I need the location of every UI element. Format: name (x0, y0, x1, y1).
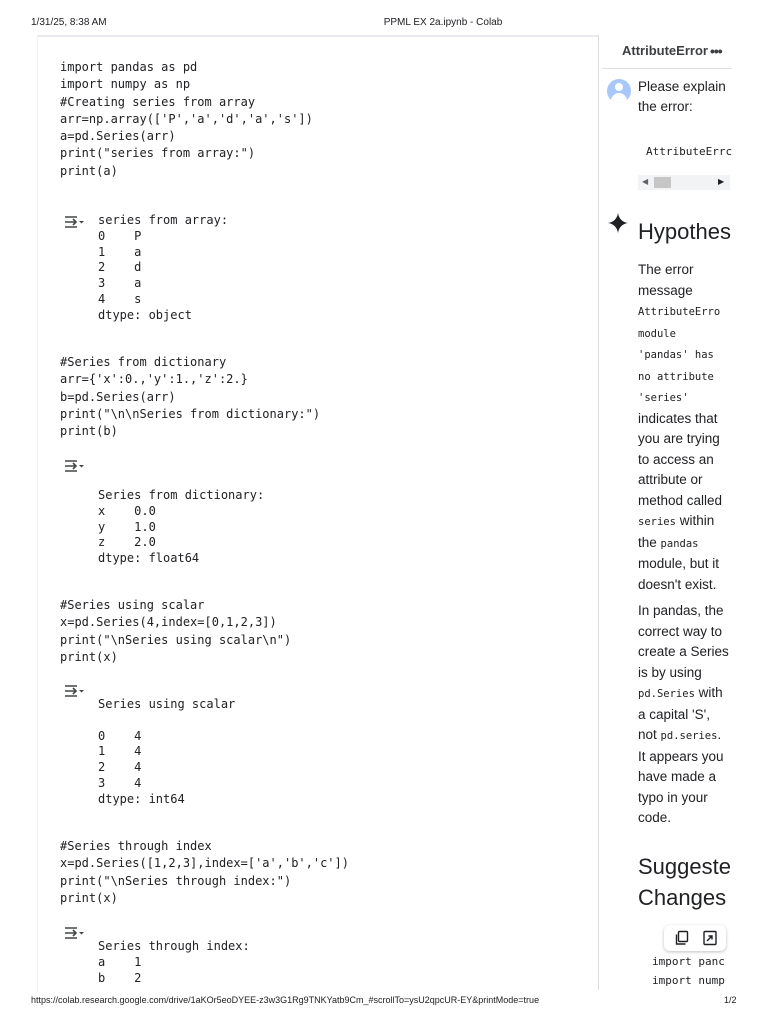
code-horizontal-scrollbar[interactable] (638, 175, 730, 190)
user-avatar-icon (607, 79, 631, 103)
suggested-changes-heading: Suggeste Changes (638, 854, 731, 910)
scrollbar-thumb[interactable] (654, 177, 671, 188)
output-collapse-icon[interactable] (64, 925, 86, 941)
copy-icon[interactable] (674, 930, 690, 946)
code-actions (664, 925, 726, 951)
page-number: 1/2 (724, 995, 737, 1005)
output-series-from-array: series from array: 0 P 1 a 2 d 3 a 4 s dtype: object (98, 213, 229, 322)
print-url: https://colab.research.google.com/drive/1aKOr5eoDYEE-z3w3G1Rg9TNKYatb9Cm_#scrollTo=ysU2qpcUR-EY&printMode=true (31, 995, 540, 1005)
prompt-code-snippet: AttributeErrc (646, 145, 732, 158)
code-cell-series-through-index[interactable]: #Series through index x=pd.Series([1,2,3],index=['a','b','c']) print("\nSeries through index:") print(x) (60, 839, 349, 905)
code-cell-series-from-array[interactable]: import pandas as pd import numpy as np #Creating series from array arr=np.array(['P','a','d','a','s']) a=pd.Series(arr) print("series from array:") print(a) (60, 60, 313, 178)
scroll-right-icon[interactable]: ▶ (718, 177, 725, 186)
panel-header-title: AttributeError (622, 43, 708, 58)
output-collapse-icon[interactable] (64, 458, 86, 474)
more-options-icon[interactable]: ••• (710, 43, 722, 59)
print-title: PPML EX 2a.ipynb - Colab (383, 17, 503, 28)
suggested-code: import panc import nump (652, 955, 725, 987)
panel-header-divider (602, 68, 732, 69)
gemini-panel (600, 35, 732, 990)
user-prompt: Please explain the error: (638, 79, 726, 114)
code-cell-series-from-dictionary[interactable]: #Series from dictionary arr={'x':0.,'y':1.,'z':2.} b=pd.Series(arr) print("\n\nSeries from dictionary:") print(b) (60, 355, 321, 439)
explanation-text (638, 260, 732, 835)
explanation-paragraph-1: The error message AttributeErro module 'pandas' has no attribute 'series' indicates that you are trying to access an attribute or method called series within the pandas module, but it doesn't exist. (638, 262, 723, 592)
insert-code-icon[interactable] (702, 930, 718, 946)
hypothesis-heading: Hypothes (638, 219, 731, 244)
output-collapse-icon[interactable] (64, 683, 86, 699)
output-collapse-icon[interactable] (64, 214, 86, 230)
code-cell-series-using-scalar[interactable]: #Series using scalar x=pd.Series(4,index=[0,1,2,3]) print("\nSeries using scalar\n") print(x) (60, 598, 292, 664)
print-header (0, 17, 768, 31)
print-footer (0, 995, 768, 1009)
explanation-paragraph-2: In pandas, the correct way to create a Series is by using pd.Series with a capital 'S', not pd.series. It appears you have made a typo in your code. (638, 603, 729, 825)
scroll-left-icon[interactable]: ◀ (642, 177, 649, 186)
panel-divider (598, 35, 599, 990)
print-datetime: 1/31/25, 8:38 AM (31, 17, 107, 28)
output-series-through-index: Series through index: a 1 b 2 (98, 939, 250, 985)
gemini-sparkle-icon (608, 213, 628, 233)
output-series-using-scalar: Series using scalar 0 4 1 4 2 4 3 4 dtype: int64 (98, 697, 236, 806)
output-series-from-dictionary: Series from dictionary: x 0.0 y 1.0 z 2.0 dtype: float64 (98, 488, 265, 566)
